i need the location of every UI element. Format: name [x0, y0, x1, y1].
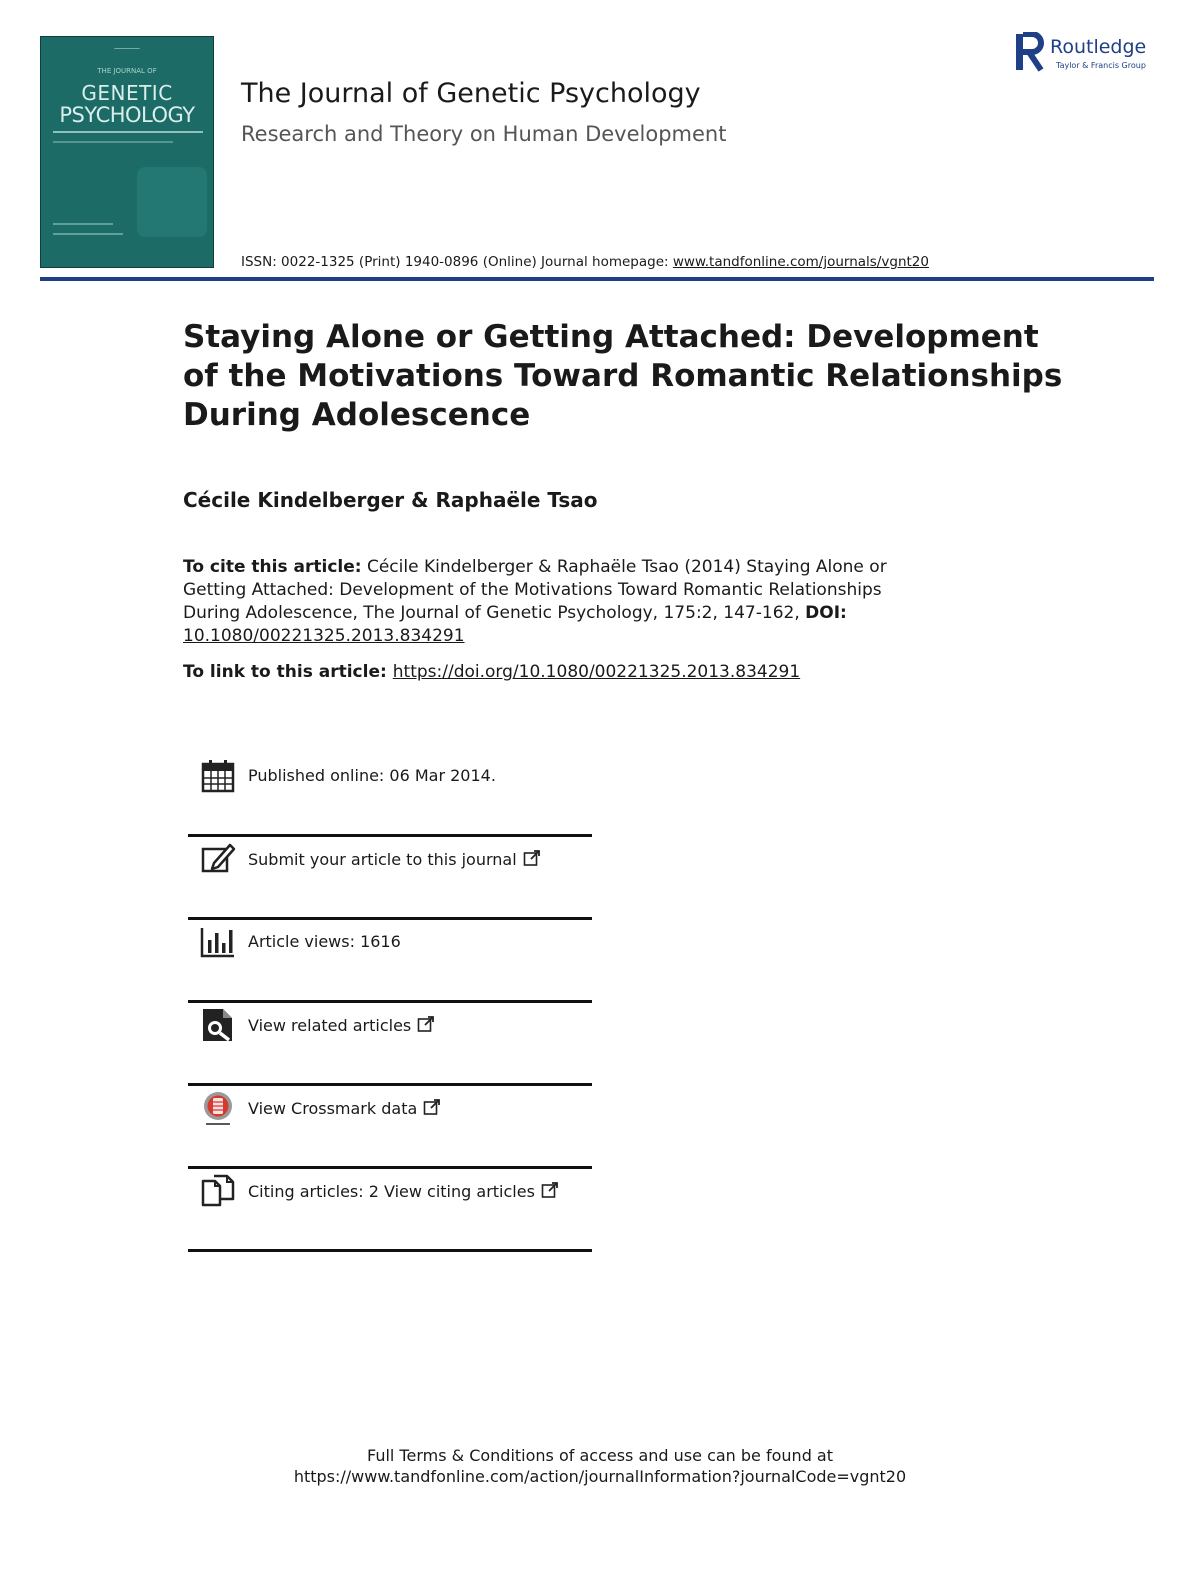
published-date: Published online: 06 Mar 2014.: [248, 766, 496, 785]
footer-terms-url[interactable]: https://www.tandfonline.com/action/journalInformation?journalCode=vgnt20: [293, 1467, 907, 1486]
article-link-line: [183, 662, 800, 682]
copy-documents-icon: [200, 1173, 236, 1209]
published-row: [188, 754, 592, 834]
citing-articles-link[interactable]: [248, 1181, 559, 1201]
document-search-icon: [200, 1007, 236, 1043]
cover-rule: [53, 233, 123, 235]
article-views: Article views: 1616: [248, 932, 401, 951]
cite-label: To cite this article:: [183, 557, 362, 577]
routledge-r-icon: [1014, 32, 1044, 72]
submit-row[interactable]: [188, 837, 592, 917]
external-link-icon: [417, 1015, 435, 1033]
calendar-icon: [200, 758, 236, 794]
cover-volume-line: ──────: [114, 45, 140, 53]
citing-row[interactable]: [188, 1169, 592, 1249]
footer-terms-text: Full Terms & Conditions of access and use can be found at: [366, 1446, 834, 1465]
citing-articles-label: Citing articles: 2 View citing articles: [248, 1182, 535, 1201]
crossmark-link[interactable]: [248, 1098, 441, 1118]
footer-terms: [0, 1445, 1200, 1487]
issn-text: ISSN: 0022-1325 (Print) 1940-0896 (Online) Journal homepage:: [241, 254, 673, 270]
related-row[interactable]: [188, 1003, 592, 1083]
divider: [188, 1249, 592, 1252]
cover-title-genetic: GENETIC: [81, 81, 173, 105]
cover-graphic: [137, 167, 207, 237]
crossmark-row[interactable]: [188, 1086, 592, 1166]
journal-cover-image: [40, 36, 214, 268]
external-link-icon: [423, 1098, 441, 1116]
related-articles-label: View related articles: [248, 1016, 412, 1035]
bar-chart-icon: [200, 924, 236, 960]
publisher-group: Taylor & Francis Group: [1056, 61, 1146, 70]
crossmark-icon: [200, 1090, 236, 1126]
issn-line: [241, 254, 929, 270]
related-articles-link[interactable]: [248, 1015, 435, 1035]
cover-rule: [53, 131, 203, 133]
link-label: To link to this article:: [183, 662, 387, 682]
citation-block: [183, 556, 923, 648]
cite-doi-label: DOI:: [805, 603, 847, 623]
cover-rule: [53, 223, 113, 225]
journal-homepage-link[interactable]: www.tandfonline.com/journals/vgnt20: [672, 254, 929, 270]
cover-masthead: THE JOURNAL OF: [97, 67, 157, 75]
submit-article-link[interactable]: [248, 849, 541, 869]
views-row: [188, 920, 592, 1000]
edit-icon: [200, 841, 236, 877]
cite-text: Cécile Kindelberger & Raphaële Tsao (2014) Staying Alone or Getting Attached: Development of the Motivations Toward Romantic Relationships During Adolescence, The Journal of Genetic Psychology, 175:2, 147-162,: [183, 557, 887, 623]
external-link-icon: [523, 849, 541, 867]
article-url-link[interactable]: https://doi.org/10.1080/00221325.2013.834291: [392, 662, 801, 682]
publisher-name: Routledge: [1050, 36, 1147, 58]
cover-rule: [53, 141, 173, 143]
external-link-icon: [541, 1181, 559, 1199]
article-title: Staying Alone or Getting Attached: Development of the Motivations Toward Romantic Relationships During Adolescence: [183, 319, 1063, 433]
header-divider: [40, 277, 1154, 281]
article-info-list: [188, 754, 592, 1252]
publisher-logo: [1014, 32, 1164, 76]
crossmark-label: View Crossmark data: [248, 1099, 418, 1118]
journal-subtitle: Research and Theory on Human Development: [241, 122, 727, 146]
cover-title-psychology: PSYCHOLOGY: [59, 103, 195, 127]
submit-article-label: Submit your article to this journal: [248, 850, 517, 869]
doi-link[interactable]: 10.1080/00221325.2013.834291: [183, 626, 465, 646]
article-authors: Cécile Kindelberger & Raphaële Tsao: [183, 488, 598, 512]
journal-title: The Journal of Genetic Psychology: [241, 78, 701, 109]
